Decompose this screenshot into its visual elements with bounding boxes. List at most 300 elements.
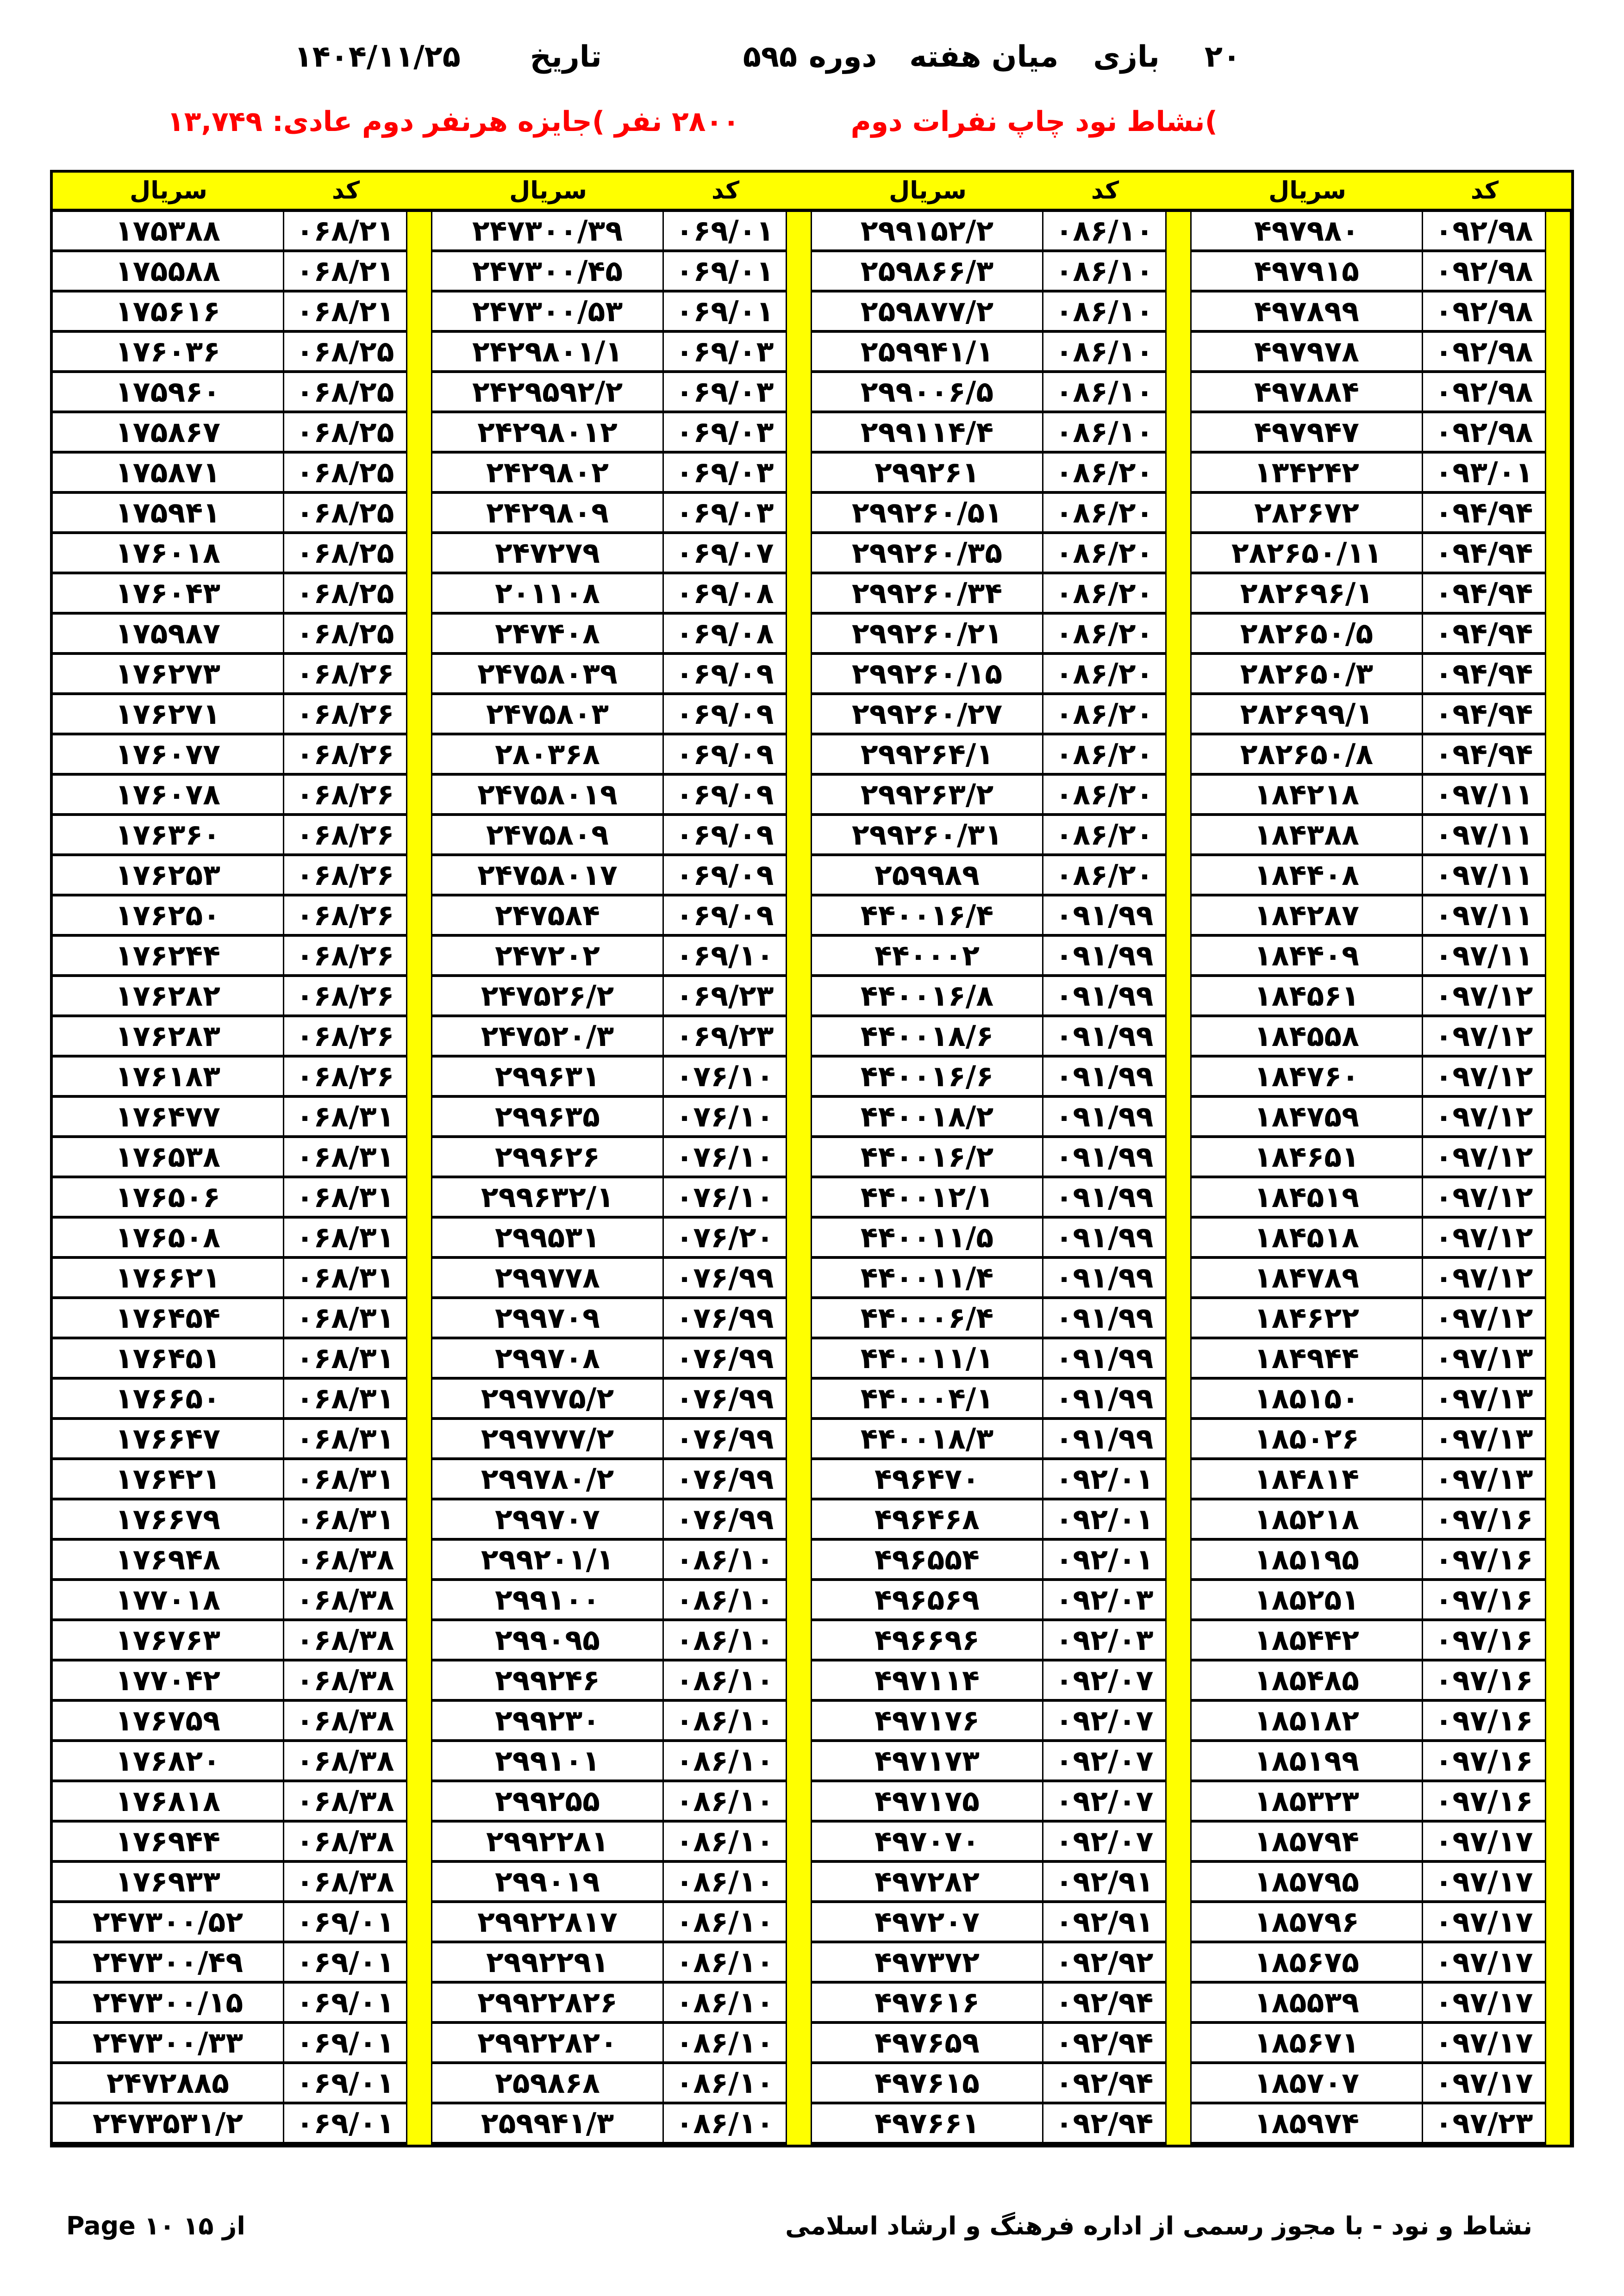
column-separator — [407, 856, 432, 896]
subtitle-left-segment: ۲۸۰۰ نفر )جایزه هرنفر دوم عادی: ۱۳,۷۴۹ — [167, 106, 740, 138]
code-cell: ۰۹۷/۱۶ — [1423, 1621, 1546, 1661]
serial-cell: ۲۹۹۷۷۸ — [432, 1259, 664, 1299]
serial-cell: ۱۸۴۵۶۱ — [1192, 977, 1423, 1017]
code-column-header: کد — [331, 177, 360, 205]
serial-cell: ۱۷۶۲۴۴ — [53, 937, 284, 977]
serial-cell: ۴۹۶۴۷۰ — [812, 1460, 1043, 1500]
code-cell: ۰۷۶/۹۹ — [664, 1500, 787, 1541]
code-cell: ۰۸۶/۱۰ — [664, 1541, 787, 1581]
header-separator — [787, 173, 812, 209]
midweek-label: میان هفته — [909, 40, 1059, 74]
column-separator — [407, 534, 432, 574]
serial-cell: ۱۷۶۹۳۳ — [53, 1863, 284, 1903]
code-cell: ۰۷۶/۹۹ — [664, 1380, 787, 1420]
column-separator — [1546, 1259, 1571, 1299]
column-separator — [787, 735, 812, 776]
column-separator — [407, 1661, 432, 1702]
column-separator — [407, 1299, 432, 1339]
table-row — [53, 2104, 1571, 2145]
serial-cell: ۲۸۲۶۹۹/۱ — [1192, 695, 1423, 735]
column-separator — [787, 1460, 812, 1500]
code-cell: ۰۶۸/۳۱ — [284, 1299, 407, 1339]
serial-cell: ۲۹۹۱۰۱ — [432, 1742, 664, 1782]
serial-cell: ۴۹۷۱۷۶ — [812, 1702, 1043, 1742]
code-cell: ۰۶۸/۲۶ — [284, 1017, 407, 1058]
column-separator — [1546, 413, 1571, 454]
table-row — [53, 1581, 1571, 1621]
code-cell: ۰۶۹/۰۱ — [664, 252, 787, 292]
code-cell: ۰۹۴/۹۴ — [1423, 615, 1546, 655]
table-row — [53, 534, 1571, 574]
serial-cell: ۲۵۹۹۴۱/۱ — [812, 333, 1043, 373]
column-separator — [787, 373, 812, 413]
column-separator — [407, 896, 432, 937]
code-cell: ۰۸۶/۲۰ — [1043, 615, 1167, 655]
column-separator — [1546, 1621, 1571, 1661]
serial-cell: ۴۹۷۳۷۲ — [812, 1943, 1043, 1984]
serial-cell: ۱۷۵۹۸۷ — [53, 615, 284, 655]
code-cell: ۰۹۴/۹۴ — [1423, 534, 1546, 574]
code-cell: ۰۶۸/۳۸ — [284, 1823, 407, 1863]
serial-cell: ۴۹۶۴۶۸ — [812, 1500, 1043, 1541]
serial-cell: ۲۹۹۱۵۲/۲ — [812, 212, 1043, 252]
serial-cell: ۲۴۷۲۸۸۵ — [53, 2064, 284, 2104]
column-separator — [407, 373, 432, 413]
column-separator — [1167, 1460, 1192, 1500]
serial-cell: ۴۴۰۰۱۶/۲ — [812, 1138, 1043, 1178]
serial-cell: ۴۴۰۰۱۲/۱ — [812, 1178, 1043, 1219]
code-cell: ۰۸۶/۱۰ — [664, 1863, 787, 1903]
column-separator — [1167, 1621, 1192, 1661]
code-cell: ۰۹۴/۹۴ — [1423, 735, 1546, 776]
serial-cell: ۱۸۵۷۰۷ — [1192, 2064, 1423, 2104]
column-separator — [787, 1058, 812, 1098]
column-separator — [1167, 896, 1192, 937]
serial-cell: ۱۸۵۰۲۶ — [1192, 1420, 1423, 1460]
serial-cell: ۱۸۵۷۹۵ — [1192, 1863, 1423, 1903]
serial-cell: ۲۰۱۱۰۸ — [432, 574, 664, 615]
serial-cell: ۲۹۹۵۳۱ — [432, 1219, 664, 1259]
column-separator — [1546, 1863, 1571, 1903]
serial-cell: ۱۷۶۶۴۷ — [53, 1420, 284, 1460]
serial-cell: ۴۹۷۶۱۶ — [812, 1984, 1043, 2024]
code-cell: ۰۶۸/۳۸ — [284, 1581, 407, 1621]
serial-cell: ۱۷۷۰۱۸ — [53, 1581, 284, 1621]
column-separator — [1546, 1058, 1571, 1098]
column-separator — [1167, 574, 1192, 615]
code-cell: ۰۹۷/۱۶ — [1423, 1702, 1546, 1742]
table-row — [53, 574, 1571, 615]
code-cell: ۰۸۶/۱۰ — [664, 2024, 787, 2064]
code-cell: ۰۸۶/۱۰ — [664, 1661, 787, 1702]
code-cell: ۰۶۹/۰۱ — [284, 2104, 407, 2145]
column-separator — [407, 1259, 432, 1299]
column-separator — [1167, 1782, 1192, 1823]
serial-cell: ۴۴۰۰۱۶/۴ — [812, 896, 1043, 937]
column-separator — [1546, 695, 1571, 735]
table-row — [53, 1863, 1571, 1903]
column-separator — [407, 454, 432, 494]
serial-cell: ۴۹۶۵۵۴ — [812, 1541, 1043, 1581]
serial-cell: ۲۴۷۳۰۰/۳۹ — [432, 212, 664, 252]
column-separator — [787, 2064, 812, 2104]
serial-cell: ۱۸۵۱۹۵ — [1192, 1541, 1423, 1581]
column-separator — [407, 1863, 432, 1903]
serial-cell: ۱۷۶۶۷۹ — [53, 1500, 284, 1541]
period-value: ۵۹۵ — [743, 40, 797, 74]
serial-cell: ۲۹۹۶۳۲/۱ — [432, 1178, 664, 1219]
table-row — [53, 1178, 1571, 1219]
serial-cell: ۱۸۴۷۶۰ — [1192, 1058, 1423, 1098]
code-cell: ۰۶۹/۰۳ — [664, 454, 787, 494]
column-separator — [1546, 252, 1571, 292]
code-cell: ۰۹۲/۰۷ — [1043, 1661, 1167, 1702]
serial-cell: ۴۹۷۹۴۷ — [1192, 413, 1423, 454]
column-separator — [1546, 816, 1571, 856]
table-row — [53, 1500, 1571, 1541]
code-cell: ۰۶۹/۰۹ — [664, 816, 787, 856]
table-row — [53, 896, 1571, 937]
column-separator — [1167, 292, 1192, 333]
column-separator — [407, 1903, 432, 1943]
serial-cell: ۱۸۴۲۸۷ — [1192, 896, 1423, 937]
code-cell: ۰۹۲/۹۴ — [1043, 2024, 1167, 2064]
serial-cell: ۲۵۹۸۶۸ — [432, 2064, 664, 2104]
serial-cell: ۱۷۶۶۵۰ — [53, 1380, 284, 1420]
serial-cell: ۱۸۵۶۷۱ — [1192, 2024, 1423, 2064]
code-cell: ۰۶۸/۲۶ — [284, 977, 407, 1017]
column-separator — [787, 574, 812, 615]
column-separator — [1167, 2104, 1192, 2145]
code-cell: ۰۸۶/۱۰ — [664, 1903, 787, 1943]
game-label: بازی — [1093, 40, 1160, 74]
code-cell: ۰۸۶/۲۰ — [1043, 655, 1167, 695]
code-cell: ۰۸۶/۲۰ — [1043, 816, 1167, 856]
serial-cell: ۲۹۹۲۶۰/۲۷ — [812, 695, 1043, 735]
serial-cell: ۲۴۷۵۲۰/۳ — [432, 1017, 664, 1058]
column-separator — [1167, 816, 1192, 856]
code-cell: ۰۹۷/۱۳ — [1423, 1420, 1546, 1460]
serial-cell: ۱۷۵۸۷۱ — [53, 454, 284, 494]
code-cell: ۰۶۹/۰۱ — [284, 1943, 407, 1984]
column-separator — [407, 1742, 432, 1782]
serial-cell: ۴۹۶۶۹۶ — [812, 1621, 1043, 1661]
serial-cell: ۱۷۶۰۱۸ — [53, 534, 284, 574]
serial-cell: ۴۴۰۰۰۲ — [812, 937, 1043, 977]
code-cell: ۰۹۲/۰۷ — [1043, 1823, 1167, 1863]
code-cell: ۰۹۲/۰۳ — [1043, 1581, 1167, 1621]
code-cell: ۰۶۹/۰۱ — [284, 2024, 407, 2064]
serial-cell: ۱۷۶۰۷۷ — [53, 735, 284, 776]
column-separator — [1167, 1661, 1192, 1702]
serial-cell: ۲۹۹۲۲۸۲۶ — [432, 1984, 664, 2024]
code-cell: ۰۹۷/۱۱ — [1423, 776, 1546, 816]
code-cell: ۰۹۲/۰۷ — [1043, 1742, 1167, 1782]
code-cell: ۰۸۶/۱۰ — [1043, 212, 1167, 252]
code-cell: ۰۸۶/۱۰ — [664, 1823, 787, 1863]
column-separator — [407, 2064, 432, 2104]
code-cell: ۰۶۹/۰۱ — [284, 1984, 407, 2024]
code-cell: ۰۶۹/۰۱ — [664, 212, 787, 252]
column-separator — [787, 454, 812, 494]
column-separator — [1546, 1541, 1571, 1581]
column-separator — [407, 2024, 432, 2064]
code-cell: ۰۹۷/۱۲ — [1423, 977, 1546, 1017]
table-row — [53, 373, 1571, 413]
serial-cell: ۴۴۰۰۰۴/۱ — [812, 1380, 1043, 1420]
serial-cell: ۲۹۹۲۳۰ — [432, 1702, 664, 1742]
code-cell: ۰۷۶/۹۹ — [664, 1259, 787, 1299]
column-separator — [787, 1339, 812, 1380]
serial-cell: ۲۵۹۹۴۱/۳ — [432, 2104, 664, 2145]
column-separator — [1167, 1178, 1192, 1219]
column-separator — [1546, 292, 1571, 333]
code-cell: ۰۷۶/۹۹ — [664, 1299, 787, 1339]
code-cell: ۰۷۶/۹۹ — [664, 1339, 787, 1380]
serial-cell: ۲۹۹۰۹۵ — [432, 1621, 664, 1661]
column-separator — [1546, 534, 1571, 574]
column-separator — [1167, 454, 1192, 494]
column-separator — [1167, 1138, 1192, 1178]
column-separator — [1546, 1380, 1571, 1420]
code-cell: ۰۶۸/۲۵ — [284, 574, 407, 615]
column-separator — [1546, 2024, 1571, 2064]
code-cell: ۰۹۲/۹۱ — [1043, 1903, 1167, 1943]
game-count: ۲۰ — [1204, 40, 1241, 74]
serial-cell: ۴۹۷۰۷۰ — [812, 1823, 1043, 1863]
serial-cell: ۲۹۹۲۶۰/۱۵ — [812, 655, 1043, 695]
code-cell: ۰۹۲/۹۸ — [1423, 333, 1546, 373]
code-cell: ۰۶۸/۲۶ — [284, 695, 407, 735]
serial-cell: ۲۸۲۶۵۰/۸ — [1192, 735, 1423, 776]
column-separator — [407, 574, 432, 615]
column-separator — [1167, 1380, 1192, 1420]
serial-cell: ۲۴۲۹۸۰۲ — [432, 454, 664, 494]
code-cell: ۰۸۶/۱۰ — [664, 1984, 787, 2024]
serial-cell: ۱۸۴۸۱۴ — [1192, 1460, 1423, 1500]
column-separator — [787, 1903, 812, 1943]
serial-cell: ۲۹۹۰۰۶/۵ — [812, 373, 1043, 413]
serial-cell: ۴۹۷۱۷۳ — [812, 1742, 1043, 1782]
column-separator — [1167, 413, 1192, 454]
code-cell: ۰۹۱/۹۹ — [1043, 1339, 1167, 1380]
code-cell: ۰۹۱/۹۹ — [1043, 1380, 1167, 1420]
code-cell: ۰۹۱/۹۹ — [1043, 1420, 1167, 1460]
column-separator — [1546, 1581, 1571, 1621]
column-separator — [787, 2104, 812, 2145]
serial-cell: ۲۹۹۷۰۷ — [432, 1500, 664, 1541]
column-separator — [1167, 1299, 1192, 1339]
serial-cell: ۲۵۹۸۷۷/۲ — [812, 292, 1043, 333]
serial-cell: ۱۷۶۰۴۳ — [53, 574, 284, 615]
column-separator — [1546, 1339, 1571, 1380]
serial-cell: ۲۹۹۶۳۱ — [432, 1058, 664, 1098]
code-cell: ۰۸۶/۱۰ — [664, 1943, 787, 1984]
serial-cell: ۱۸۵۳۲۳ — [1192, 1782, 1423, 1823]
code-cell: ۰۶۸/۲۵ — [284, 454, 407, 494]
code-cell: ۰۹۲/۹۴ — [1043, 2064, 1167, 2104]
serial-cell: ۱۸۵۱۹۹ — [1192, 1742, 1423, 1782]
serial-cell: ۲۴۲۹۸۰۹ — [432, 494, 664, 534]
column-separator — [407, 655, 432, 695]
code-cell: ۰۶۹/۰۳ — [664, 333, 787, 373]
column-separator — [787, 212, 812, 252]
code-cell: ۰۹۲/۰۷ — [1043, 1782, 1167, 1823]
column-separator — [1167, 1058, 1192, 1098]
serial-cell: ۲۹۹۲۶۰/۳۵ — [812, 534, 1043, 574]
code-cell: ۰۷۶/۱۰ — [664, 1098, 787, 1138]
column-separator — [407, 1460, 432, 1500]
column-separator — [787, 1380, 812, 1420]
table-row — [53, 1984, 1571, 2024]
code-cell: ۰۶۸/۲۵ — [284, 413, 407, 454]
column-separator — [1546, 2104, 1571, 2145]
serial-cell: ۲۸۲۶۹۶/۱ — [1192, 574, 1423, 615]
code-cell: ۰۶۸/۲۶ — [284, 776, 407, 816]
column-separator — [1167, 1581, 1192, 1621]
serial-cell: ۴۹۷۸۹۹ — [1192, 292, 1423, 333]
column-separator — [407, 816, 432, 856]
column-separator — [407, 615, 432, 655]
table-row — [53, 1460, 1571, 1500]
code-cell: ۰۶۹/۱۰ — [664, 937, 787, 977]
code-cell: ۰۹۴/۹۴ — [1423, 574, 1546, 615]
column-separator — [787, 1702, 812, 1742]
serial-cell: ۱۸۵۵۳۹ — [1192, 1984, 1423, 2024]
code-cell: ۰۷۶/۲۰ — [664, 1219, 787, 1259]
code-cell: ۰۸۶/۲۰ — [1043, 735, 1167, 776]
code-cell: ۰۹۲/۹۸ — [1423, 292, 1546, 333]
serial-cell: ۱۸۴۵۱۹ — [1192, 1178, 1423, 1219]
column-separator — [407, 1339, 432, 1380]
serial-cell: ۱۸۴۷۸۹ — [1192, 1259, 1423, 1299]
column-separator — [407, 413, 432, 454]
column-separator — [407, 1823, 432, 1863]
column-separator — [407, 252, 432, 292]
column-separator — [1167, 1823, 1192, 1863]
serial-column-header: سریال — [889, 177, 967, 205]
column-separator — [1167, 735, 1192, 776]
code-cell: ۰۶۹/۰۹ — [664, 735, 787, 776]
code-cell: ۰۸۶/۱۰ — [664, 2064, 787, 2104]
column-separator — [787, 1742, 812, 1782]
column-separator — [407, 937, 432, 977]
column-separator — [787, 695, 812, 735]
column-separator — [1167, 1259, 1192, 1299]
serial-cell: ۲۹۹۲۶۰/۳۴ — [812, 574, 1043, 615]
column-separator — [787, 1219, 812, 1259]
column-separator — [787, 776, 812, 816]
code-cell: ۰۶۹/۲۳ — [664, 977, 787, 1017]
table-row — [53, 1299, 1571, 1339]
column-separator — [1167, 1943, 1192, 1984]
print-subtitle-line — [167, 106, 1218, 138]
code-cell: ۰۹۲/۰۱ — [1043, 1541, 1167, 1581]
table-row — [53, 292, 1571, 333]
column-separator — [787, 1299, 812, 1339]
code-cell: ۰۹۷/۱۱ — [1423, 937, 1546, 977]
serial-cell: ۲۴۷۳۰۰/۴۵ — [432, 252, 664, 292]
code-cell: ۰۹۱/۹۹ — [1043, 1138, 1167, 1178]
code-cell: ۰۹۷/۱۲ — [1423, 1259, 1546, 1299]
code-cell: ۰۸۶/۱۰ — [664, 2104, 787, 2145]
column-separator — [1546, 896, 1571, 937]
code-cell: ۰۹۷/۱۱ — [1423, 896, 1546, 937]
serial-cell: ۱۷۶۰۷۸ — [53, 776, 284, 816]
serial-cell: ۲۹۹۲۲۸۱۷ — [432, 1903, 664, 1943]
code-cell: ۰۹۷/۱۷ — [1423, 1863, 1546, 1903]
code-cell: ۰۹۷/۱۲ — [1423, 1299, 1546, 1339]
serial-cell: ۲۴۷۵۸۰۹ — [432, 816, 664, 856]
code-cell: ۰۶۸/۲۵ — [284, 615, 407, 655]
code-cell: ۰۹۷/۱۶ — [1423, 1742, 1546, 1782]
column-separator — [787, 816, 812, 856]
code-cell: ۰۹۲/۰۱ — [1043, 1500, 1167, 1541]
column-separator — [1546, 494, 1571, 534]
code-cell: ۰۹۴/۹۴ — [1423, 494, 1546, 534]
column-separator — [1167, 1339, 1192, 1380]
table-row — [53, 856, 1571, 896]
serial-cell: ۴۹۷۶۱۵ — [812, 2064, 1043, 2104]
code-cell: ۰۸۶/۲۰ — [1043, 454, 1167, 494]
serial-cell: ۲۹۹۲۲۸۱ — [432, 1823, 664, 1863]
column-separator — [1546, 2064, 1571, 2104]
column-separator — [1546, 1742, 1571, 1782]
column-separator — [1167, 212, 1192, 252]
column-separator — [407, 1178, 432, 1219]
serial-cell: ۱۸۵۴۴۲ — [1192, 1621, 1423, 1661]
column-separator — [1546, 937, 1571, 977]
column-separator — [1167, 2024, 1192, 2064]
column-separator — [407, 1420, 432, 1460]
serial-cell: ۱۷۶۹۴۴ — [53, 1823, 284, 1863]
code-cell: ۰۶۹/۰۳ — [664, 494, 787, 534]
code-cell: ۰۹۴/۹۴ — [1423, 695, 1546, 735]
code-cell: ۰۸۶/۱۰ — [664, 1782, 787, 1823]
table-row — [53, 1782, 1571, 1823]
code-cell: ۰۹۷/۱۱ — [1423, 816, 1546, 856]
code-cell: ۰۸۶/۲۰ — [1043, 494, 1167, 534]
serial-cell: ۲۹۹۷۰۹ — [432, 1299, 664, 1339]
serial-cell: ۲۹۹۲۴۶ — [432, 1661, 664, 1702]
code-cell: ۰۶۹/۰۹ — [664, 776, 787, 816]
serial-column-header: سریال — [130, 177, 207, 205]
column-separator — [1546, 655, 1571, 695]
serial-cell: ۴۹۷۱۷۵ — [812, 1782, 1043, 1823]
serial-cell: ۱۷۶۵۳۸ — [53, 1138, 284, 1178]
column-separator — [787, 1621, 812, 1661]
serial-cell: ۱۸۵۱۸۲ — [1192, 1702, 1423, 1742]
column-separator — [1167, 1541, 1192, 1581]
code-cell: ۰۶۸/۲۵ — [284, 333, 407, 373]
column-separator — [1546, 1138, 1571, 1178]
code-cell: ۰۹۷/۱۶ — [1423, 1541, 1546, 1581]
column-separator — [407, 1098, 432, 1138]
table-row — [53, 494, 1571, 534]
column-separator — [1546, 1823, 1571, 1863]
serial-cell: ۴۹۷۱۱۴ — [812, 1661, 1043, 1702]
serial-cell: ۱۷۶۴۷۷ — [53, 1098, 284, 1138]
table-row — [53, 1661, 1571, 1702]
column-separator — [407, 1500, 432, 1541]
code-cell: ۰۶۸/۳۸ — [284, 1863, 407, 1903]
table-row — [53, 212, 1571, 252]
column-separator — [787, 1178, 812, 1219]
code-cell: ۰۹۲/۰۱ — [1043, 1460, 1167, 1500]
serial-cell: ۴۹۶۵۶۹ — [812, 1581, 1043, 1621]
code-cell: ۰۹۱/۹۹ — [1043, 896, 1167, 937]
period-label: دوره — [809, 40, 877, 74]
